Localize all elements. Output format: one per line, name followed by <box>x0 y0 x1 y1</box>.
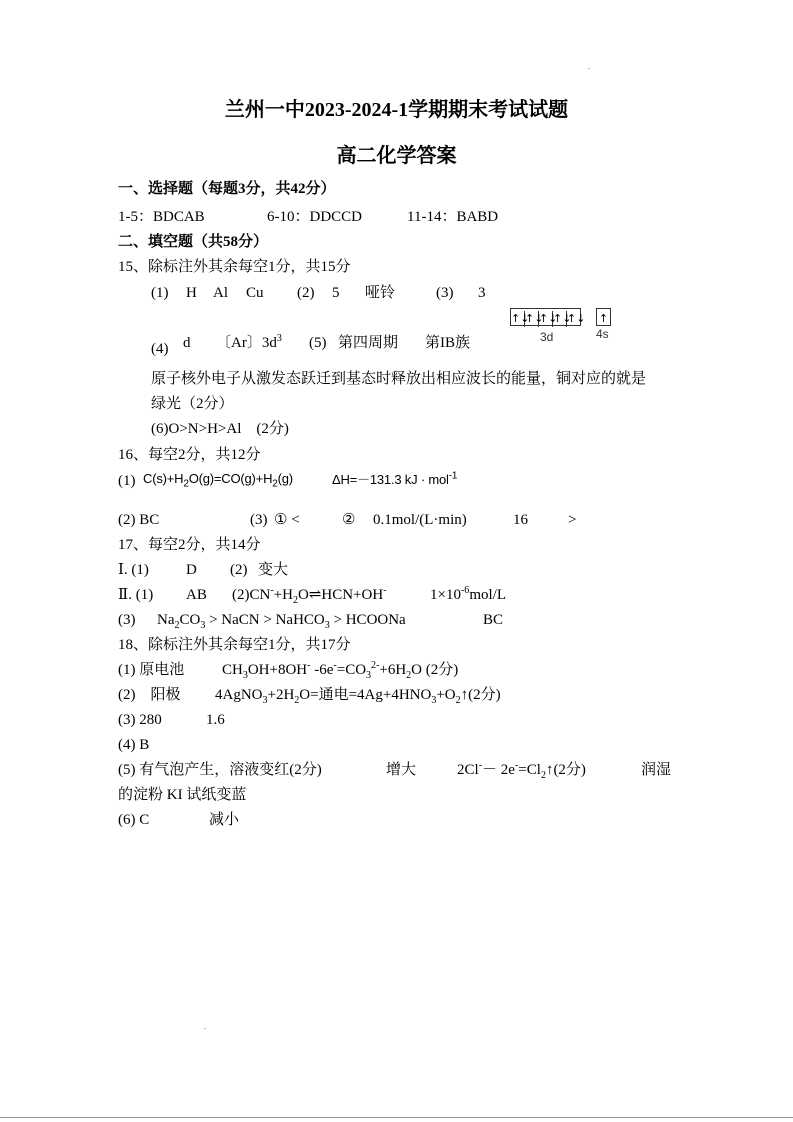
orbital-3d-boxes <box>510 308 586 326</box>
eq-part: =Cl <box>518 762 541 778</box>
orbital-3d-cell: ↑↓ <box>539 312 558 325</box>
q17-3-answer: BC <box>483 612 504 628</box>
eq-part: =CO <box>336 662 367 678</box>
eq-part: 2Cl <box>457 762 479 778</box>
section-choice-heading: 一、选择题（每题3分，共42分） <box>118 181 336 197</box>
orbital-3d-label: 3d <box>540 330 554 344</box>
q15-2-answer-count: 5 <box>332 285 340 301</box>
q16-3-answer-1: ① < <box>274 512 300 528</box>
eq-part: (g) <box>277 471 293 486</box>
enthalpy-sup: -1 <box>448 470 458 482</box>
eq-part: OH+8OH <box>247 662 308 678</box>
eq-part: O (2分) <box>411 662 459 678</box>
q16-3-answer-compare: > <box>568 512 577 528</box>
eq-sub: 2 <box>183 478 189 490</box>
q15-6-answer: (6)O>N>H>Al (2分) <box>151 421 289 437</box>
eq-sub: 3 <box>431 695 437 706</box>
order-sub: 2 <box>174 620 180 631</box>
enthalpy-text: ΔH=－131.3 kJ · mol <box>332 472 449 487</box>
q15-2-answer-shape: 哑铃 <box>365 285 396 301</box>
scan-speck <box>204 1028 206 1029</box>
q17-heading: 17、每空2分，共14分 <box>118 537 261 553</box>
q15-4-answer-config <box>216 334 282 352</box>
eq-part: CH <box>222 662 243 678</box>
eq-part: (2)CN <box>232 587 271 603</box>
orbital-4s-cell: ↑ <box>598 312 609 325</box>
q16-1-equation <box>143 470 293 488</box>
orbital-4s-label: 4s <box>596 327 609 341</box>
q17-II-2-equation <box>232 586 387 604</box>
q18-1-answer-type: (1) 原电池 <box>118 662 185 678</box>
q18-2-answer-electrode: (2) 阳极 <box>118 687 181 703</box>
eq-sup: - <box>270 585 274 596</box>
eq-part: O⇌HCN+OH <box>297 587 384 603</box>
q18-5-equation <box>457 761 586 779</box>
order-part: CO <box>179 612 201 628</box>
q15-1-answer-al: Al <box>213 285 228 301</box>
eq-sup: - <box>307 660 311 671</box>
q18-3-answer-2: 1.6 <box>206 712 225 728</box>
q15-1-number: (1) <box>151 285 169 301</box>
q15-5-answer-period: 第四周期 <box>338 335 399 351</box>
q15-5-number: (5) <box>309 335 327 351</box>
q18-5-test-2: 的淀粉 KI 试纸变蓝 <box>118 787 247 803</box>
eq-sup: - <box>333 660 337 671</box>
eq-sub: 3 <box>262 695 268 706</box>
eq-sub: 2 <box>540 770 546 781</box>
q15-3-answer: 3 <box>478 285 486 301</box>
eq-sub: 3 <box>366 670 372 681</box>
orbital-3d-cell: ↑↓ <box>553 312 572 325</box>
q16-3-number: (3) <box>250 512 268 528</box>
q17-3-order <box>157 611 406 629</box>
order-sub: 3 <box>200 620 206 631</box>
q16-heading: 16、每空2分，共12分 <box>118 447 261 463</box>
eq-sub: 3 <box>242 670 248 681</box>
choice-answers-11-14: 11-14：BABD <box>407 209 499 225</box>
orbital-3d-cell: ↑↓ <box>511 312 530 325</box>
eq-part: +2H <box>267 687 295 703</box>
q17-3-number: (3) <box>118 612 136 628</box>
eq-part: C(s)+H <box>143 471 184 486</box>
q15-2-number: (2) <box>297 285 315 301</box>
orbital-3d-cell: ↑↓ <box>525 312 544 325</box>
eq-part: － 2e <box>482 762 515 778</box>
order-sub: 3 <box>324 620 330 631</box>
eq-part: +O <box>436 687 456 703</box>
q15-heading: 15、除标注外其余每空1分，共15分 <box>118 259 351 275</box>
q17-I-2-number: (2) <box>230 562 248 578</box>
section-fill-heading: 二、填空题（共58分） <box>118 234 269 250</box>
eq-part: O=通电=4Ag+4HNO <box>299 687 432 703</box>
eq-sup: - <box>514 760 519 771</box>
q18-heading: 18、除标注外其余每空1分，共17分 <box>118 637 351 653</box>
order-part: Na <box>157 612 175 628</box>
eq-part: +6H <box>379 662 407 678</box>
config-sup: 3 <box>276 333 282 344</box>
eq-sub: 2 <box>294 695 300 706</box>
q15-4-number: (4) <box>151 341 169 357</box>
eq-sub: 2 <box>406 670 412 681</box>
value-part: 1×10 <box>430 587 461 603</box>
q18-6-answer-2: 减小 <box>209 812 240 828</box>
q15-explanation-line2: 绿光（2分） <box>151 396 234 412</box>
q18-5-test-1: 润湿 <box>641 762 672 778</box>
orbital-4s-box <box>596 308 611 326</box>
page-title: 兰州一中2023-2024-1学期期末考试试题 <box>224 99 569 121</box>
order-part: > HCOONa <box>329 612 406 628</box>
page-subtitle: 高二化学答案 <box>336 145 457 167</box>
scan-speck <box>588 68 590 69</box>
q17-II-1-number: Ⅱ. (1) <box>118 587 154 603</box>
q16-3-label-2: ② <box>342 512 356 528</box>
q16-2-answer: (2) BC <box>118 512 160 528</box>
q16-3-answer-k: 16 <box>513 512 528 528</box>
eq-sup: - <box>383 585 387 596</box>
q17-II-1-answer: AB <box>186 587 207 603</box>
eq-part: O(g)=CO(g)+H <box>188 471 273 486</box>
q18-4-answer: (4) B <box>118 737 150 753</box>
q15-1-answer-h: H <box>186 285 197 301</box>
q15-3-number: (3) <box>436 285 454 301</box>
eq-part: 4AgNO <box>215 687 263 703</box>
eq-sub: 2 <box>455 695 461 706</box>
value-sup: -6 <box>460 585 470 596</box>
orbital-3d-cell: ↑↓ <box>567 312 586 325</box>
q18-3-answer-1: (3) 280 <box>118 712 162 728</box>
q15-5-answer-group: 第IB族 <box>425 335 471 351</box>
config-text: 〔Ar〕3d <box>216 335 277 351</box>
q16-1-number: (1) <box>118 473 136 489</box>
eq-part: -6e <box>310 662 334 678</box>
q15-4-answer-block: d <box>183 335 191 351</box>
orbital-diagram <box>510 308 620 344</box>
q18-1-equation <box>222 661 458 679</box>
q17-I-1-answer: D <box>186 562 197 578</box>
q17-II-2-value <box>430 586 506 604</box>
q18-5-observation: (5) 有气泡产生，溶液变红(2分) <box>118 762 322 778</box>
q17-I-1-number: Ⅰ. (1) <box>118 562 149 578</box>
eq-part: ↑(2分) <box>460 687 501 703</box>
q18-5-change: 增大 <box>386 762 417 778</box>
order-part: > NaCN > NaHCO <box>205 612 325 628</box>
q15-explanation-line1: 原子核外电子从激发态跃迁到基态时释放出相应波长的能量，铜对应的就是 <box>151 371 647 387</box>
q18-6-answer-1: (6) C <box>118 812 150 828</box>
q16-1-enthalpy <box>332 471 457 489</box>
q18-2-equation <box>215 686 501 704</box>
q15-1-answer-cu: Cu <box>246 285 264 301</box>
choice-answers-1-5: 1-5：BDCAB <box>118 209 205 225</box>
page-bottom-edge <box>0 1117 793 1118</box>
eq-sub: 2 <box>272 478 278 490</box>
q16-3-answer-rate: 0.1mol/(L·min) <box>373 512 467 528</box>
eq-sub: 2 <box>292 595 298 606</box>
eq-part: ↑(2分) <box>545 762 586 778</box>
value-part: mol/L <box>469 587 506 603</box>
choice-answers-6-10: 6-10：DDCCD <box>267 209 363 225</box>
eq-sup: 2- <box>371 660 380 671</box>
eq-part: +H <box>273 587 293 603</box>
eq-sup: - <box>478 760 483 771</box>
q17-I-2-answer: 变大 <box>258 562 289 578</box>
